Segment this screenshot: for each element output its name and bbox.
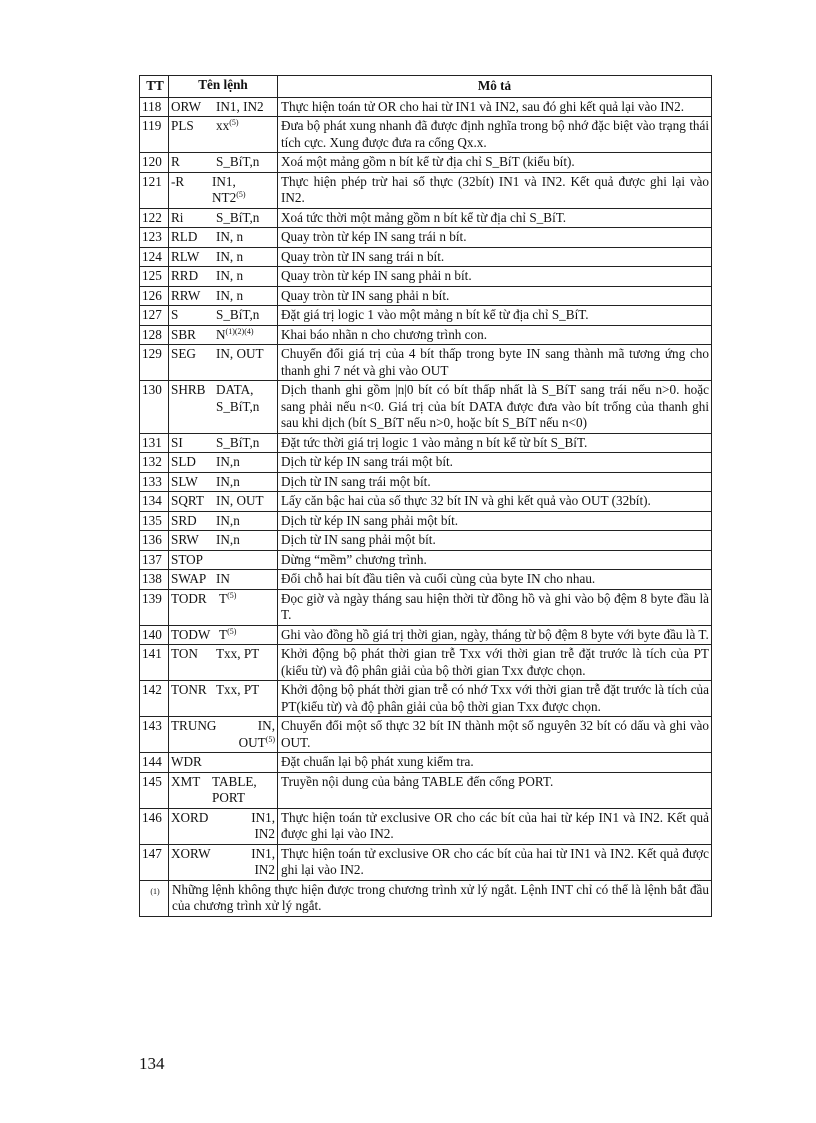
operands: IN, OUT: [216, 493, 264, 508]
mnemonic: SEG: [171, 346, 196, 361]
operands: IN, n: [216, 287, 244, 303]
description: Lấy căn bậc hai của số thực 32 bít IN và ghi kết quả vào OUT (32bít).: [278, 492, 712, 512]
command-cell: [169, 453, 278, 473]
operands: IN1,: [212, 173, 236, 189]
table-row: [140, 172, 712, 208]
page-number: 134: [139, 1054, 165, 1073]
operands: T: [219, 590, 228, 606]
operands: [216, 552, 275, 569]
description: Dừng “mềm” chương trình.: [278, 550, 712, 570]
table-row: [140, 286, 712, 306]
operands: TABLE,: [212, 773, 257, 789]
command-cell: [169, 153, 278, 173]
description: Xoá một mảng gồm n bít kể từ địa chỉ S_BíT (kiểu bít).: [278, 153, 712, 173]
row-number: 132: [140, 453, 169, 473]
mnemonic: XORD: [171, 809, 209, 825]
command-cell: [169, 645, 278, 681]
row-number: 143: [140, 717, 169, 753]
command-cell: [169, 570, 278, 590]
mnemonic: XORW: [171, 845, 211, 861]
table-row: [140, 844, 712, 880]
footnote-mark: (1): [140, 880, 169, 916]
mnemonic: ORW: [171, 98, 202, 114]
mnemonic: TON: [171, 646, 198, 661]
footnote-ref: (1)(2)(4): [225, 326, 254, 336]
table-row: [140, 625, 712, 645]
row-number: 126: [140, 286, 169, 306]
operands: DATA,: [216, 382, 254, 397]
command-cell: [169, 433, 278, 453]
mnemonic: TONR: [171, 682, 207, 697]
mnemonic: SLD: [171, 454, 196, 469]
command-cell: [169, 306, 278, 326]
command-cell: [169, 97, 278, 117]
operands: N: [216, 326, 226, 342]
mnemonic: TODR: [171, 590, 207, 606]
row-number: 134: [140, 492, 169, 512]
description: Khai báo nhãn n cho chương trình con.: [278, 325, 712, 345]
description: Dịch từ IN sang trái một bít.: [278, 472, 712, 492]
row-number: 127: [140, 306, 169, 326]
operands-wrap: [212, 774, 275, 807]
table-row: [140, 345, 712, 381]
operands: S_BíT,n: [216, 307, 260, 322]
operands-wrap: [216, 382, 275, 415]
mnemonic: -R: [171, 173, 185, 189]
operands: IN1,: [251, 845, 275, 861]
description: Đưa bộ phát xung nhanh đã được định nghĩa trong bộ nhớ đặc biệt vào trạng thái tích cực. Xung được đưa ra cổng Qx.x.: [278, 117, 712, 153]
command-cell: [169, 844, 278, 880]
table-row: [140, 267, 712, 287]
command-cell: [169, 172, 278, 208]
operands-wrap: [219, 627, 275, 644]
operands: IN,n: [216, 473, 240, 489]
description: Thực hiện toán tử exclusive OR cho các bít của hai từ IN1 và IN2. Kết quả được ghi lại vào IN2.: [278, 844, 712, 880]
command-cell: [169, 208, 278, 228]
description: Dịch từ kép IN sang trái một bít.: [278, 453, 712, 473]
operands: IN,n: [216, 512, 240, 528]
mnemonic: SWAP: [171, 571, 207, 586]
mnemonic: XMT: [171, 773, 201, 789]
row-number: 125: [140, 267, 169, 287]
command-cell: [169, 117, 278, 153]
mnemonic: SHRB: [171, 382, 206, 397]
operands: S_BíT,n: [216, 434, 260, 450]
table-row: [140, 208, 712, 228]
row-number: 135: [140, 511, 169, 531]
footnote-ref: (5): [236, 190, 246, 199]
operands: T: [219, 626, 228, 642]
command-cell: [169, 550, 278, 570]
mnemonic: SBR: [171, 326, 196, 342]
operands-wrap: [226, 810, 275, 843]
description: Thực hiện phép trừ hai số thực (32bít) IN1 và IN2. Kết quả được ghi lại vào IN2.: [278, 172, 712, 208]
operands: xx: [216, 118, 230, 133]
operands: S_BíT,n: [216, 209, 260, 225]
row-number: 121: [140, 172, 169, 208]
command-cell: [169, 286, 278, 306]
mnemonic: SRW: [171, 532, 199, 547]
operands: IN, OUT: [216, 346, 264, 361]
command-cell: [169, 681, 278, 717]
row-number: 118: [140, 97, 169, 117]
table-row: [140, 247, 712, 267]
description: Thực hiện toán tử OR cho hai từ IN1 và IN2, sau đó ghi kết quả lại vào IN2.: [278, 97, 712, 117]
description: Truyền nội dung của bảng TABLE đến cổng PORT.: [278, 772, 712, 808]
row-number: 122: [140, 208, 169, 228]
table-row: [140, 531, 712, 551]
operands-line2: IN2: [254, 862, 275, 877]
description: Quay tròn từ kép IN sang trái n bít.: [278, 228, 712, 248]
row-number: 145: [140, 772, 169, 808]
table-row: [140, 381, 712, 434]
header-tt: TT: [140, 76, 169, 98]
operands: IN,: [257, 718, 275, 733]
operands-wrap: [216, 118, 275, 135]
mnemonic: RRD: [171, 268, 199, 283]
table-row: [140, 645, 712, 681]
description: Thực hiện toán tử exclusive OR cho các bít của hai từ kép IN1 và IN2. Kết quả được ghi lại vào IN2.: [278, 808, 712, 844]
operands: IN, n: [216, 229, 244, 244]
row-number: 129: [140, 345, 169, 381]
mnemonic: Ri: [171, 209, 184, 225]
mnemonic: WDR: [171, 754, 202, 769]
operands-wrap: [212, 174, 275, 207]
description: Quay tròn từ IN sang trái n bít.: [278, 247, 712, 267]
instruction-table: [139, 75, 712, 917]
operands: IN,n: [216, 532, 240, 547]
command-cell: [169, 267, 278, 287]
command-cell: [169, 772, 278, 808]
command-cell: [169, 625, 278, 645]
mnemonic: PLS: [171, 118, 194, 133]
description: Khởi động bộ phát thời gian trễ Txx với thời gian trễ đặt trước là tích của PT (kiểu từ) và độ phân giải của bộ thời gian Txx được chọn.: [278, 645, 712, 681]
description: Đặt giá trị logic 1 vào một mảng n bít kể từ địa chỉ S_BíT.: [278, 306, 712, 326]
mnemonic: TODW: [171, 626, 211, 642]
description: Dịch từ kép IN sang phải một bít.: [278, 511, 712, 531]
table-row: [140, 153, 712, 173]
description: Đặt tức thời giá trị logic 1 vào mảng n bít kể từ bít S_BíT.: [278, 433, 712, 453]
operands: IN, n: [216, 248, 244, 264]
operands: IN,n: [216, 454, 240, 469]
operands-line2: IN2: [254, 826, 275, 841]
table-row: [140, 97, 712, 117]
table-row: [140, 717, 712, 753]
mnemonic: S: [171, 307, 179, 322]
table-row: [140, 589, 712, 625]
row-number: 140: [140, 625, 169, 645]
description: Đọc giờ và ngày tháng sau hiện thời từ đồng hồ và ghi vào bộ đệm 8 byte đầu là T.: [278, 589, 712, 625]
mnemonic: R: [171, 154, 180, 169]
description: Dịch từ IN sang phải một bít.: [278, 531, 712, 551]
header-command-name: Tên lệnh: [169, 76, 278, 98]
command-cell: [169, 531, 278, 551]
row-number: 128: [140, 325, 169, 345]
row-number: 136: [140, 531, 169, 551]
operands-line2: S_BíT,n: [216, 398, 260, 414]
command-cell: [169, 472, 278, 492]
description: Quay tròn từ IN sang phải n bít.: [278, 286, 712, 306]
row-number: 137: [140, 550, 169, 570]
command-cell: [169, 247, 278, 267]
mnemonic: SI: [171, 434, 183, 450]
mnemonic: TRUNG: [171, 718, 217, 733]
operands: IN1, IN2: [216, 98, 264, 114]
mnemonic: RLW: [171, 248, 200, 264]
command-cell: [169, 589, 278, 625]
operands-line2: NT2: [212, 190, 237, 205]
operands: S_BíT,n: [216, 154, 260, 169]
mnemonic: SQRT: [171, 493, 204, 508]
command-cell: [169, 345, 278, 381]
operands-wrap: [219, 591, 275, 608]
table-row: [140, 117, 712, 153]
row-number: 139: [140, 589, 169, 625]
description: Đặt chuẩn lại bộ phát xung kiểm tra.: [278, 753, 712, 773]
table-row: [140, 550, 712, 570]
mnemonic: RLD: [171, 229, 198, 244]
table-row: [140, 772, 712, 808]
description: Dịch thanh ghi gồm |n|0 bít có bít thấp nhất là S_BíT sang trái nếu n>0. hoặc sang phải nếu n<0. Giá trị của bít DATA được đưa vào bít trống của thanh ghi sau khi dịch (bít S_BíT nếu n>0, hoặc bít S_BíT nếu n<0): [278, 381, 712, 434]
row-number: 147: [140, 844, 169, 880]
row-number: 138: [140, 570, 169, 590]
row-number: 144: [140, 753, 169, 773]
table-row: [140, 511, 712, 531]
operands: IN: [216, 571, 230, 586]
row-number: 119: [140, 117, 169, 153]
description: Đổi chỗ hai bít đầu tiên và cuối cùng của byte IN cho nhau.: [278, 570, 712, 590]
operands: Txx, PT: [216, 646, 260, 661]
table-row: [140, 228, 712, 248]
row-number: 120: [140, 153, 169, 173]
footnote-ref: (5): [227, 590, 237, 600]
table-row: [140, 433, 712, 453]
footnote-ref: (5): [227, 626, 237, 636]
table-header-row: [140, 76, 712, 98]
description: Chuyển đổi một số thực 32 bít IN thành một số nguyên 32 bít có dấu và ghi vào OUT.: [278, 717, 712, 753]
mnemonic: STOP: [171, 551, 204, 567]
footnote-row: [140, 880, 712, 916]
operands-wrap: [226, 846, 275, 879]
row-number: 146: [140, 808, 169, 844]
row-number: 131: [140, 433, 169, 453]
command-cell: [169, 753, 278, 773]
command-cell: [169, 325, 278, 345]
table-row: [140, 753, 712, 773]
table-row: [140, 472, 712, 492]
operands-wrap: [226, 718, 275, 751]
table-row: [140, 453, 712, 473]
operands-line2: OUT: [238, 734, 266, 750]
row-number: 130: [140, 381, 169, 434]
table-row: [140, 325, 712, 345]
operands-wrap: [216, 327, 275, 344]
description: Ghi vào đồng hồ giá trị thời gian, ngày, tháng từ bộ đệm 8 byte với byte đầu là T.: [278, 625, 712, 645]
row-number: 142: [140, 681, 169, 717]
table-row: [140, 492, 712, 512]
operands: [216, 754, 275, 771]
footnote-ref: (5): [265, 734, 275, 744]
command-cell: [169, 511, 278, 531]
table-row: [140, 681, 712, 717]
command-cell: [169, 717, 278, 753]
row-number: 123: [140, 228, 169, 248]
description: Quay tròn từ kép IN sang phải n bít.: [278, 267, 712, 287]
description: Chuyển đổi giá trị của 4 bít thấp trong byte IN sang thành mã tương ứng cho thanh ghi 7 nét và ghi vào OUT: [278, 345, 712, 381]
header-description: Mô tả: [278, 76, 712, 98]
operands: Txx, PT: [216, 682, 260, 697]
description: Khởi động bộ phát thời gian trễ có nhớ Txx với thời gian trễ đặt trước là tích của PT(kiểu từ) và độ phân giải của bộ thời gian Txx được chọn.: [278, 681, 712, 717]
command-cell: [169, 808, 278, 844]
command-cell: [169, 381, 278, 434]
table-row: [140, 570, 712, 590]
table-row: [140, 808, 712, 844]
operands-line2: PORT: [212, 790, 245, 805]
row-number: 133: [140, 472, 169, 492]
mnemonic: SRD: [171, 512, 197, 528]
command-cell: [169, 228, 278, 248]
row-number: 124: [140, 247, 169, 267]
command-cell: [169, 492, 278, 512]
mnemonic: SLW: [171, 473, 198, 489]
row-number: 141: [140, 645, 169, 681]
operands: IN, n: [216, 268, 244, 283]
description: Xoá tức thời một mảng gồm n bít kể từ địa chỉ S_BíT.: [278, 208, 712, 228]
mnemonic: RRW: [171, 287, 201, 303]
footnote-ref: (5): [229, 118, 239, 127]
table-row: [140, 306, 712, 326]
footnote-text: Những lệnh không thực hiện được trong chương trình xử lý ngắt. Lệnh INT chỉ có thể là lệnh bắt đầu của chương trình xử lý ngắt.: [169, 880, 712, 916]
operands: IN1,: [251, 809, 275, 825]
